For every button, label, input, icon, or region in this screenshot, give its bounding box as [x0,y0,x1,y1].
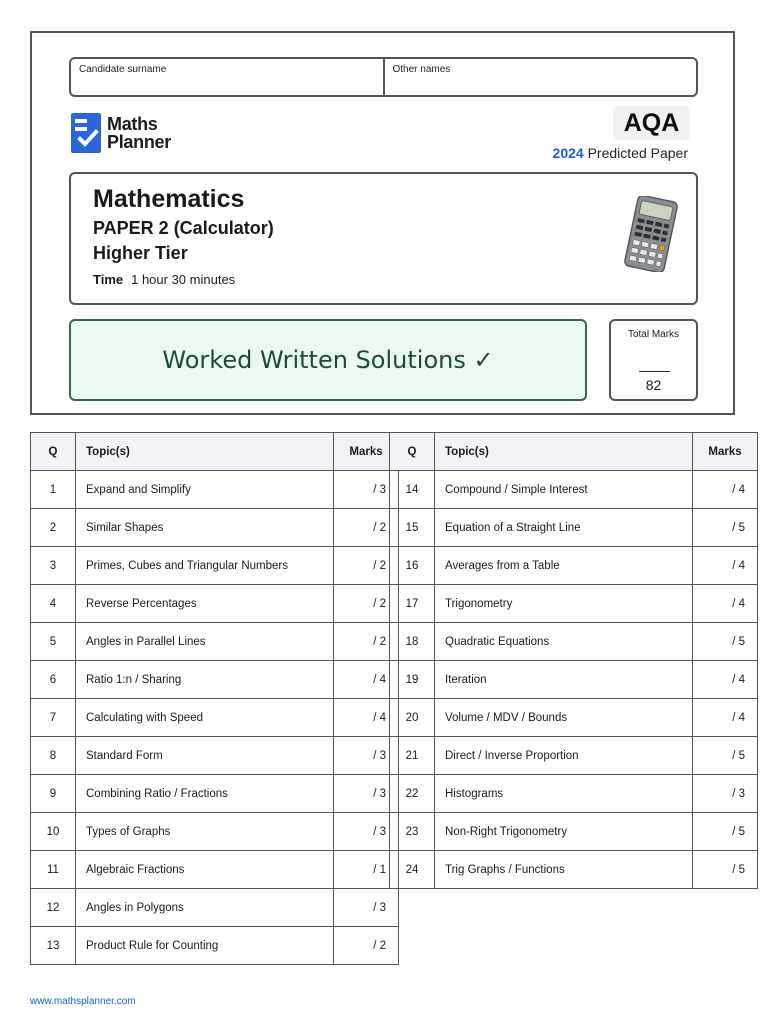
paper-tier: Higher Tier [93,243,188,263]
table-row [31,585,399,623]
paper-info-box [69,172,698,305]
other-names-field[interactable] [383,59,697,95]
topic-name: Averages from a Table [435,547,693,585]
table-header-row [31,433,399,471]
question-marks: / 3 [334,471,399,509]
topic-name: Calculating with Speed [76,699,334,737]
question-marks: / 4 [693,471,758,509]
question-marks: / 3 [693,775,758,813]
question-marks: / 5 [693,813,758,851]
question-marks: / 5 [693,737,758,775]
topic-name: Equation of a Straight Line [435,509,693,547]
question-number: 2 [31,509,76,547]
table-row [390,471,758,509]
question-number: 13 [31,927,76,965]
question-number: 24 [390,851,435,889]
topics-table-right [389,432,758,889]
topic-name: Standard Form [76,737,334,775]
question-marks: / 5 [693,509,758,547]
question-marks: / 1 [334,851,399,889]
total-marks-box [609,319,698,401]
question-number: 7 [31,699,76,737]
other-names-label: Other names [392,64,451,75]
brand-line1: Maths [107,114,158,134]
table-row [390,509,758,547]
question-marks: / 3 [334,737,399,775]
question-number: 21 [390,737,435,775]
question-marks: / 4 [693,547,758,585]
question-marks: / 4 [334,661,399,699]
footer-url[interactable]: www.mathsplanner.com [30,996,136,1007]
question-marks: / 2 [334,623,399,661]
header-topic: Topic(s) [435,433,693,471]
topic-name: Angles in Parallel Lines [76,623,334,661]
topic-name: Algebraic Fractions [76,851,334,889]
table-row [390,737,758,775]
table-row [31,851,399,889]
table-row [390,585,758,623]
table-row [31,889,399,927]
question-marks: / 4 [693,661,758,699]
question-marks: / 5 [693,623,758,661]
table-row [390,699,758,737]
question-number: 1 [31,471,76,509]
question-marks: / 5 [693,851,758,889]
calculator-icon [623,196,679,272]
topic-name: Types of Graphs [76,813,334,851]
topic-name: Iteration [435,661,693,699]
predicted-text: Predicted Paper [587,145,688,161]
maths-planner-logo-icon [71,113,101,153]
table-row [31,737,399,775]
worked-solutions-banner: Worked Written Solutions ✓ [69,319,587,401]
time-value: 1 hour 30 minutes [131,272,236,287]
topic-name: Trig Graphs / Functions [435,851,693,889]
topic-name: Histograms [435,775,693,813]
question-number: 6 [31,661,76,699]
topic-name: Quadratic Equations [435,623,693,661]
maths-planner-logo [71,113,171,153]
table-row [390,661,758,699]
question-number: 18 [390,623,435,661]
candidate-details [69,57,698,97]
question-number: 16 [390,547,435,585]
table-row [390,813,758,851]
topics-table-left [30,432,399,965]
question-number: 8 [31,737,76,775]
topic-name: Product Rule for Counting [76,927,334,965]
exam-board-badge: AQA [613,106,690,140]
question-number: 20 [390,699,435,737]
topic-name: Expand and Simplify [76,471,334,509]
paper-number: PAPER 2 (Calculator) [93,218,274,238]
table-row [31,699,399,737]
question-marks: / 3 [334,813,399,851]
table-row [31,623,399,661]
question-number: 17 [390,585,435,623]
topic-name: Combining Ratio / Fractions [76,775,334,813]
time-label: Time [93,272,124,287]
question-marks: / 2 [334,509,399,547]
header-q: Q [390,433,435,471]
topic-name: Primes, Cubes and Triangular Numbers [76,547,334,585]
header-marks: Marks [334,433,399,471]
question-number: 23 [390,813,435,851]
topic-name: Compound / Simple Interest [435,471,693,509]
question-marks: / 2 [334,927,399,965]
total-marks-value: 82 [645,377,662,393]
question-marks: / 2 [334,547,399,585]
table-row [31,661,399,699]
paper-time [93,272,235,287]
question-number: 15 [390,509,435,547]
total-marks-divider [639,371,670,372]
question-number: 5 [31,623,76,661]
table-row [31,509,399,547]
question-number: 14 [390,471,435,509]
table-row [31,775,399,813]
candidate-surname-label: Candidate surname [79,64,167,75]
predicted-paper-label [553,145,688,161]
question-marks: / 4 [334,699,399,737]
topic-name: Similar Shapes [76,509,334,547]
question-number: 11 [31,851,76,889]
predicted-year: 2024 [552,145,584,161]
table-row [390,851,758,889]
question-number: 12 [31,889,76,927]
question-number: 10 [31,813,76,851]
table-row [31,927,399,965]
question-number: 19 [390,661,435,699]
subject-title: Mathematics [93,185,245,213]
question-marks: / 4 [693,585,758,623]
question-marks: / 3 [334,889,399,927]
brand-line2: Planner [107,132,171,152]
table-row [390,775,758,813]
header-marks: Marks [693,433,758,471]
table-row [31,547,399,585]
table-row [31,813,399,851]
topic-name: Non-Right Trigonometry [435,813,693,851]
question-marks: / 3 [334,775,399,813]
topic-name: Direct / Inverse Proportion [435,737,693,775]
topic-name: Ratio 1:n / Sharing [76,661,334,699]
question-number: 3 [31,547,76,585]
candidate-surname-field[interactable] [71,59,383,95]
table-header-row [390,433,758,471]
total-marks-label: Total Marks [627,329,680,340]
question-number: 22 [390,775,435,813]
topic-name: Angles in Polygons [76,889,334,927]
topic-name: Trigonometry [435,585,693,623]
question-number: 9 [31,775,76,813]
question-number: 4 [31,585,76,623]
table-row [390,547,758,585]
header-topic: Topic(s) [76,433,334,471]
header-q: Q [31,433,76,471]
table-row [390,623,758,661]
question-marks: / 4 [693,699,758,737]
table-row [31,471,399,509]
question-marks: / 2 [334,585,399,623]
topic-name: Reverse Percentages [76,585,334,623]
topic-name: Volume / MDV / Bounds [435,699,693,737]
